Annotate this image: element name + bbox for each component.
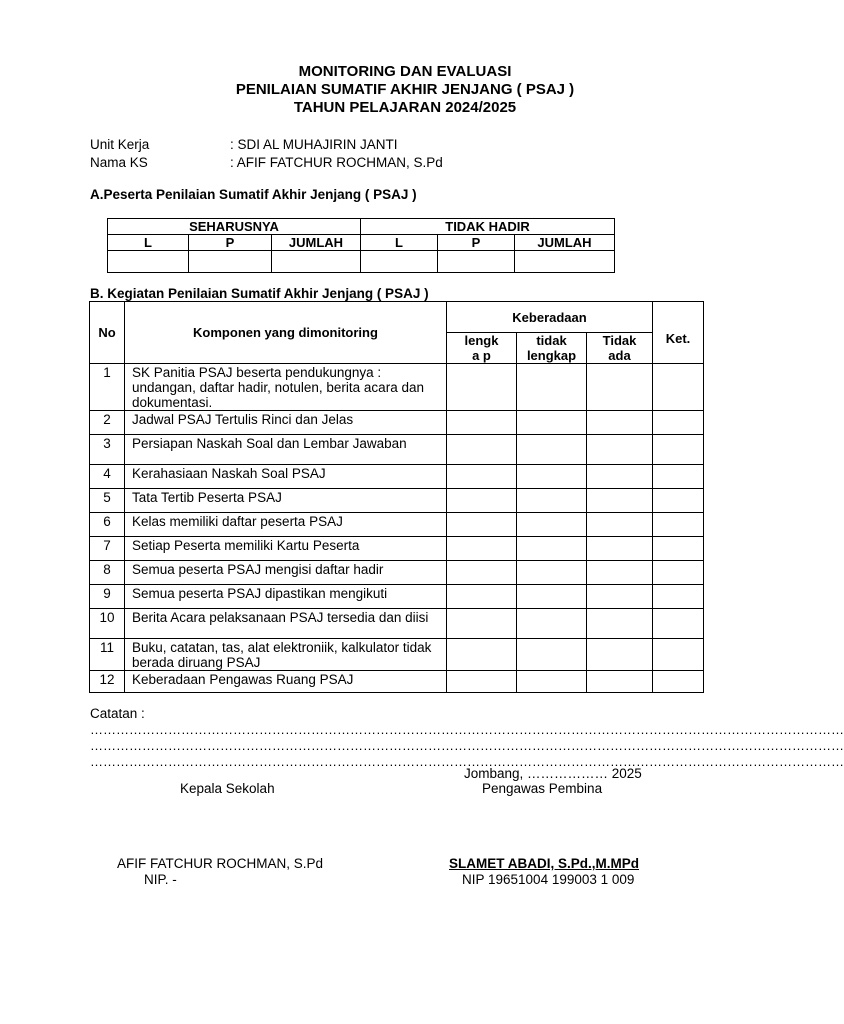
cell-tidak-ada[interactable] [587, 671, 653, 693]
row-component: Kerahasiaan Naskah Soal PSAJ [125, 465, 447, 489]
headmaster-role: Kepala Sekolah [180, 781, 275, 796]
cell-ket[interactable] [653, 411, 704, 435]
table-row [90, 609, 704, 639]
col-no: No [90, 302, 125, 364]
cell-lengkap[interactable] [447, 364, 517, 411]
participants-table [107, 218, 615, 273]
cell-lengkap[interactable] [447, 411, 517, 435]
supervisor-nip: NIP 19651004 199003 1 009 [462, 872, 635, 887]
row-number: 9 [90, 585, 125, 609]
row-number: 11 [90, 639, 125, 671]
cell-lengkap[interactable] [447, 537, 517, 561]
row-number: 12 [90, 671, 125, 693]
doc-title-line2: PENILAIAN SUMATIF AKHIR JENJANG ( PSAJ ) [235, 81, 575, 98]
table-row [90, 489, 704, 513]
col-p-seharusnya: P [189, 235, 272, 251]
cell-ket[interactable] [653, 585, 704, 609]
col-jumlah-tidak-hadir: JUMLAH [515, 235, 615, 251]
col-ket: Ket. [653, 302, 704, 364]
cell-tidak-lengkap[interactable] [517, 561, 587, 585]
row-number: 3 [90, 435, 125, 465]
cell-tidak-ada[interactable] [587, 465, 653, 489]
cell-tidak-lengkap[interactable] [517, 364, 587, 411]
col-l-tidak-hadir: L [361, 235, 438, 251]
cell-ket[interactable] [653, 513, 704, 537]
section-a-title: A.Peserta Penilaian Sumatif Akhir Jenjang ( PSAJ ) [90, 187, 417, 202]
cell-tidak-ada[interactable] [587, 639, 653, 671]
cell-ket[interactable] [653, 639, 704, 671]
table-row [90, 671, 704, 693]
cell-lengkap[interactable] [447, 489, 517, 513]
table-row [90, 364, 704, 411]
supervisor-name: SLAMET ABADI, S.Pd.,M.MPd [449, 856, 639, 871]
row-component: Semua peserta PSAJ mengisi daftar hadir [125, 561, 447, 585]
row-number: 1 [90, 364, 125, 411]
col-komponen: Komponen yang dimonitoring [125, 302, 447, 364]
cell-lengkap[interactable] [447, 561, 517, 585]
doc-title-line1: MONITORING DAN EVALUASI [298, 63, 512, 80]
place-date: Jombang, ……………… 2025 [464, 766, 642, 781]
cell-lengkap[interactable] [447, 435, 517, 465]
cell-tidak-ada[interactable] [587, 435, 653, 465]
cell-lengkap[interactable] [447, 513, 517, 537]
cell-lengkap[interactable] [447, 671, 517, 693]
table-row [90, 561, 704, 585]
cell-p-seharusnya[interactable] [189, 251, 272, 273]
table-row [90, 465, 704, 489]
header-seharusnya: SEHARUSNYA [108, 219, 361, 235]
cell-tidak-lengkap[interactable] [517, 513, 587, 537]
cell-lengkap[interactable] [447, 609, 517, 639]
cell-tidak-lengkap[interactable] [517, 435, 587, 465]
cell-lengkap[interactable] [447, 585, 517, 609]
notes-line-3[interactable]: ………………………………………………………………………………………………………………………………………………………… [90, 754, 844, 769]
cell-jumlah-tidak-hadir[interactable] [515, 251, 615, 273]
cell-tidak-ada[interactable] [587, 537, 653, 561]
row-component: Tata Tertib Peserta PSAJ [125, 489, 447, 513]
row-number: 10 [90, 609, 125, 639]
table-row [90, 537, 704, 561]
header-tidak-hadir: TIDAK HADIR [361, 219, 615, 235]
table-row [90, 411, 704, 435]
doc-title-line3: TAHUN PELAJARAN 2024/2025 [293, 99, 517, 116]
cell-lengkap[interactable] [447, 465, 517, 489]
cell-tidak-lengkap[interactable] [517, 537, 587, 561]
cell-tidak-lengkap[interactable] [517, 671, 587, 693]
cell-ket[interactable] [653, 364, 704, 411]
col-keberadaan: Keberadaan [447, 302, 653, 333]
nama-ks-value: : AFIF FATCHUR ROCHMAN, S.Pd [230, 155, 443, 170]
col-jumlah-seharusnya: JUMLAH [272, 235, 361, 251]
cell-tidak-ada[interactable] [587, 489, 653, 513]
cell-lengkap[interactable] [447, 639, 517, 671]
row-component: Buku, catatan, tas, alat elektroniik, kalkulator tidak berada diruang PSAJ [125, 639, 447, 671]
row-component: Kelas memiliki daftar peserta PSAJ [125, 513, 447, 537]
row-component: Persiapan Naskah Soal dan Lembar Jawaban [125, 435, 447, 465]
row-component: Keberadaan Pengawas Ruang PSAJ [125, 671, 447, 693]
row-component: Jadwal PSAJ Tertulis Rinci dan Jelas [125, 411, 447, 435]
table-row [90, 639, 704, 671]
notes-line-2[interactable]: ………………………………………………………………………………………………………………………………………………………… [90, 738, 844, 753]
row-component: Setiap Peserta memiliki Kartu Peserta [125, 537, 447, 561]
row-component: Berita Acara pelaksanaan PSAJ tersedia dan diisi [125, 609, 447, 639]
headmaster-nip: NIP. - [144, 872, 177, 887]
cell-tidak-lengkap[interactable] [517, 585, 587, 609]
col-p-tidak-hadir: P [438, 235, 515, 251]
cell-tidak-lengkap[interactable] [517, 489, 587, 513]
cell-ket[interactable] [653, 609, 704, 639]
table-row [90, 513, 704, 537]
table-row [90, 585, 704, 609]
row-number: 8 [90, 561, 125, 585]
nama-ks-label: Nama KS [90, 155, 148, 170]
monitoring-table [89, 301, 704, 693]
cell-tidak-ada[interactable] [587, 609, 653, 639]
cell-jumlah-seharusnya[interactable] [272, 251, 361, 273]
table-row [108, 251, 615, 273]
cell-tidak-ada[interactable] [587, 513, 653, 537]
cell-tidak-lengkap[interactable] [517, 465, 587, 489]
cell-ket[interactable] [653, 435, 704, 465]
cell-tidak-ada[interactable] [587, 411, 653, 435]
col-l-seharusnya: L [108, 235, 189, 251]
table-row [90, 435, 704, 465]
headmaster-name: AFIF FATCHUR ROCHMAN, S.Pd [117, 856, 324, 871]
cell-ket[interactable] [653, 537, 704, 561]
col-lengkap: lengka p [447, 333, 517, 364]
row-number: 5 [90, 489, 125, 513]
section-b-title: B. Kegiatan Penilaian Sumatif Akhir Jenjang ( PSAJ ) [90, 286, 429, 301]
row-component: SK Panitia PSAJ beserta pendukungnya : undangan, daftar hadir, notulen, berita acara dan dokumentasi. [125, 364, 447, 411]
cell-tidak-ada[interactable] [587, 561, 653, 585]
row-number: 6 [90, 513, 125, 537]
cell-tidak-ada[interactable] [587, 364, 653, 411]
col-tidak-ada: Tidak ada [587, 333, 653, 364]
cell-ket[interactable] [653, 561, 704, 585]
cell-p-tidak-hadir[interactable] [438, 251, 515, 273]
cell-ket[interactable] [653, 489, 704, 513]
notes-line-1[interactable]: ………………………………………………………………………………………………………………………………………………………… [90, 722, 844, 737]
row-number: 4 [90, 465, 125, 489]
cell-l-seharusnya[interactable] [108, 251, 189, 273]
cell-tidak-lengkap[interactable] [517, 639, 587, 671]
row-component: Semua peserta PSAJ dipastikan mengikuti [125, 585, 447, 609]
supervisor-role: Pengawas Pembina [482, 781, 603, 796]
cell-l-tidak-hadir[interactable] [361, 251, 438, 273]
cell-tidak-lengkap[interactable] [517, 609, 587, 639]
row-number: 2 [90, 411, 125, 435]
unit-kerja-label: Unit Kerja [90, 137, 150, 152]
col-tidak-lengkap: tidak lengkap [517, 333, 587, 364]
cell-ket[interactable] [653, 465, 704, 489]
cell-tidak-ada[interactable] [587, 585, 653, 609]
cell-ket[interactable] [653, 671, 704, 693]
cell-tidak-lengkap[interactable] [517, 411, 587, 435]
notes-label: Catatan : [90, 706, 145, 721]
unit-kerja-value: : SDI AL MUHAJIRIN JANTI [230, 137, 398, 152]
row-number: 7 [90, 537, 125, 561]
